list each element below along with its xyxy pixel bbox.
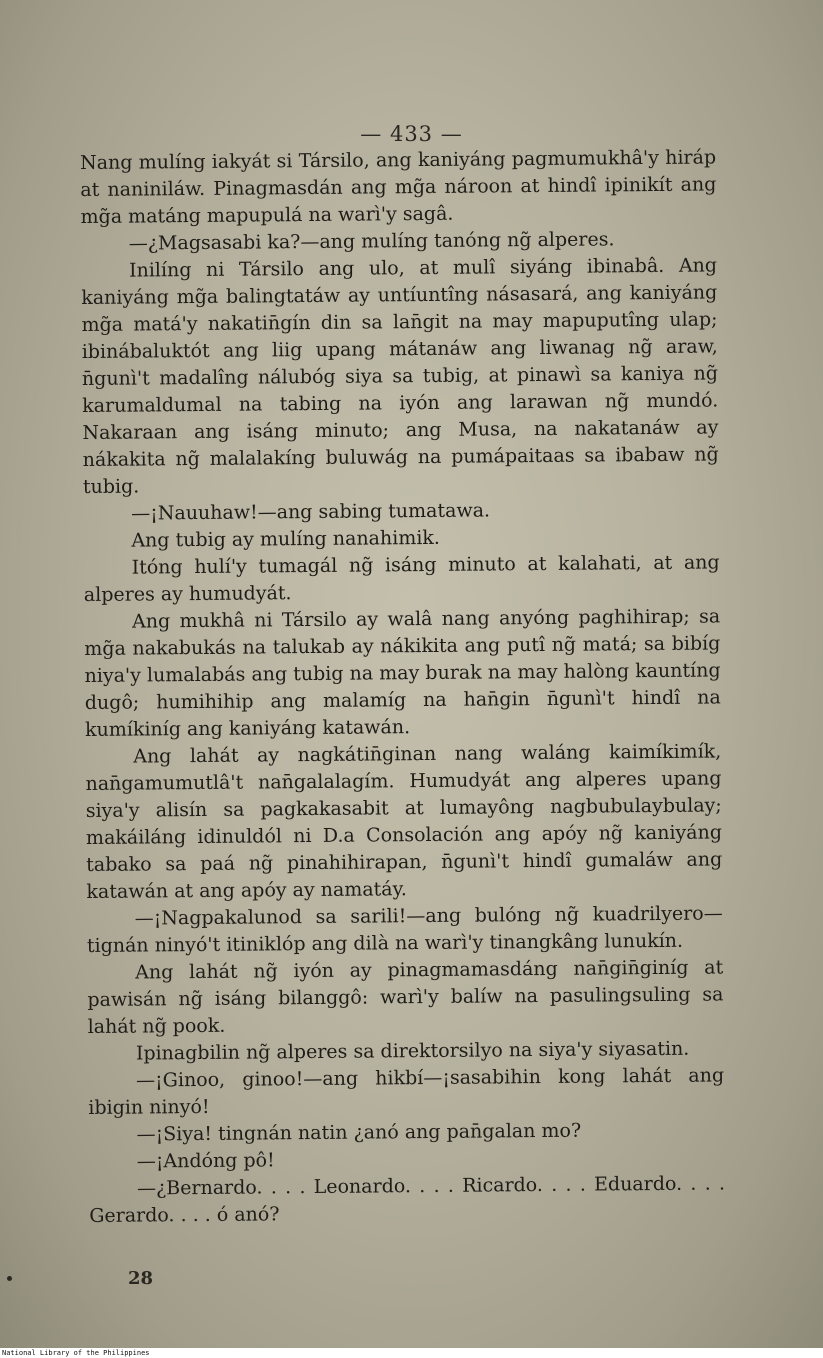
body-text [80,144,725,1230]
paragraph: Itóng hulí'y tumagál ng̃ isáng minuto at kalahati, at ang alperes ay humudyát. [83,551,720,606]
page-number: — 433 — [360,122,463,146]
margin-dot [7,1276,12,1281]
paragraph: Ang lahát ay nagkátin̄ginan nang waláng kaimíkimík, nan̄gamumutlâ't nan̄galalagím. Humudyát ang alperes upang siya'y alisín sa pagkakasabit at lumayông nagbubulaybulay; makáiláng idinuldól ni D.a Consolación ang apóy ng̃ kaniyáng tabako sa paá ng̃ pinahihirapan, n̄gunì't hindî gumaláw ang katawán at ang apóy ay namatáy. [85,740,723,903]
paragraph: —¡Nauuhaw!—ang sabing tumatawa. [131,499,491,525]
paragraph: Ipinagbilin ng̃ alperes sa direktorsilyo na siya'y siyasatin. [135,1037,690,1065]
library-credit: National Library of the Philippines [2,1349,150,1357]
paragraph: Ang lahát ng̃ iyón ay pinagmamasdáng nan̄gin̄giníg at pawisán ng̃ isáng bilanggô: warì'y balíw na pasulingsuling sa lahát ng̃ pook. [87,956,724,1038]
paragraph: —¿Magsasabi ka?—ang mulíng tanóng ng̃ alperes. [128,228,615,255]
paragraph: —¡Siya! tingnán natin ¿anó ang pan̄galan mo? [136,1119,582,1146]
paragraph: Ang mukhâ ni Társilo ay walâ nang anyóng paghihirap; sa mg̃a nakabukás na talukab ay nákikita ang putî ng̃ matá; sa bibíg niya'y lumalabás ang tubig na may burak na may halòng kauntíng dugô; humihihip ang malamíg na han̄gin n̄gunì't hindî na kumíkiníg ang kaniyáng katawán. [84,605,721,741]
paragraph: —¡Andóng pô! [136,1149,275,1173]
paragraph: Inilíng ni Társilo ang ulo, at mulî siyáng ibinabâ. Ang kaniyáng mg̃a balingtatáw ay untíuntîng násasará, ang kaniyáng mg̃a matá'y nakatin̄gín din sa lan̄git na may mapuputîng ulap; ibinábaluktót ang liig upang mátanáw ang liwanag ng̃ araw, n̄gunì't madalîng nálubóg siya sa tubig, at pinawì sa kaniya ng̃ karumaldumal na tabing na iyón ang larawan ng̃ mundó. Nakaraan ang isáng minuto; ang Musa, na nakatanáw ay nákakita ng̃ malalakíng buluwág na pumápaitaas sa ibabaw ng̃ tubig. [81,254,719,498]
paragraph: —¡Ginoo, ginoo!—ang hikbí—¡sasabihin kong lahát ang ibigin ninyó! [88,1064,725,1119]
signature-mark: 28 [128,1268,154,1289]
paragraph: —¿Bernardo. . . . Leonardo. . . . Ricardo. . . . Eduardo. . . . Gerardo. . . . ó anó? [89,1172,726,1227]
paragraph: Ang tubig ay mulíng nanahimik. [131,526,441,552]
paragraph: Nang mulíng iakyát si Társilo, ang kaniyáng pagmumukhâ'y hiráp at naniniláw. Pinagmasdán ang mg̃a nároon at hindî ipinikít ang mg̃a matáng mapupulá na warì'y sagâ. [80,146,717,228]
credit-strip [0,1348,823,1358]
paragraph: —¡Nagpakalunod sa sarili!—ang bulóng ng̃ kuadrilyero—tignán ninyó't itiniklóp ang dilà na warì'y tinangkâng lunukín. [86,902,723,957]
